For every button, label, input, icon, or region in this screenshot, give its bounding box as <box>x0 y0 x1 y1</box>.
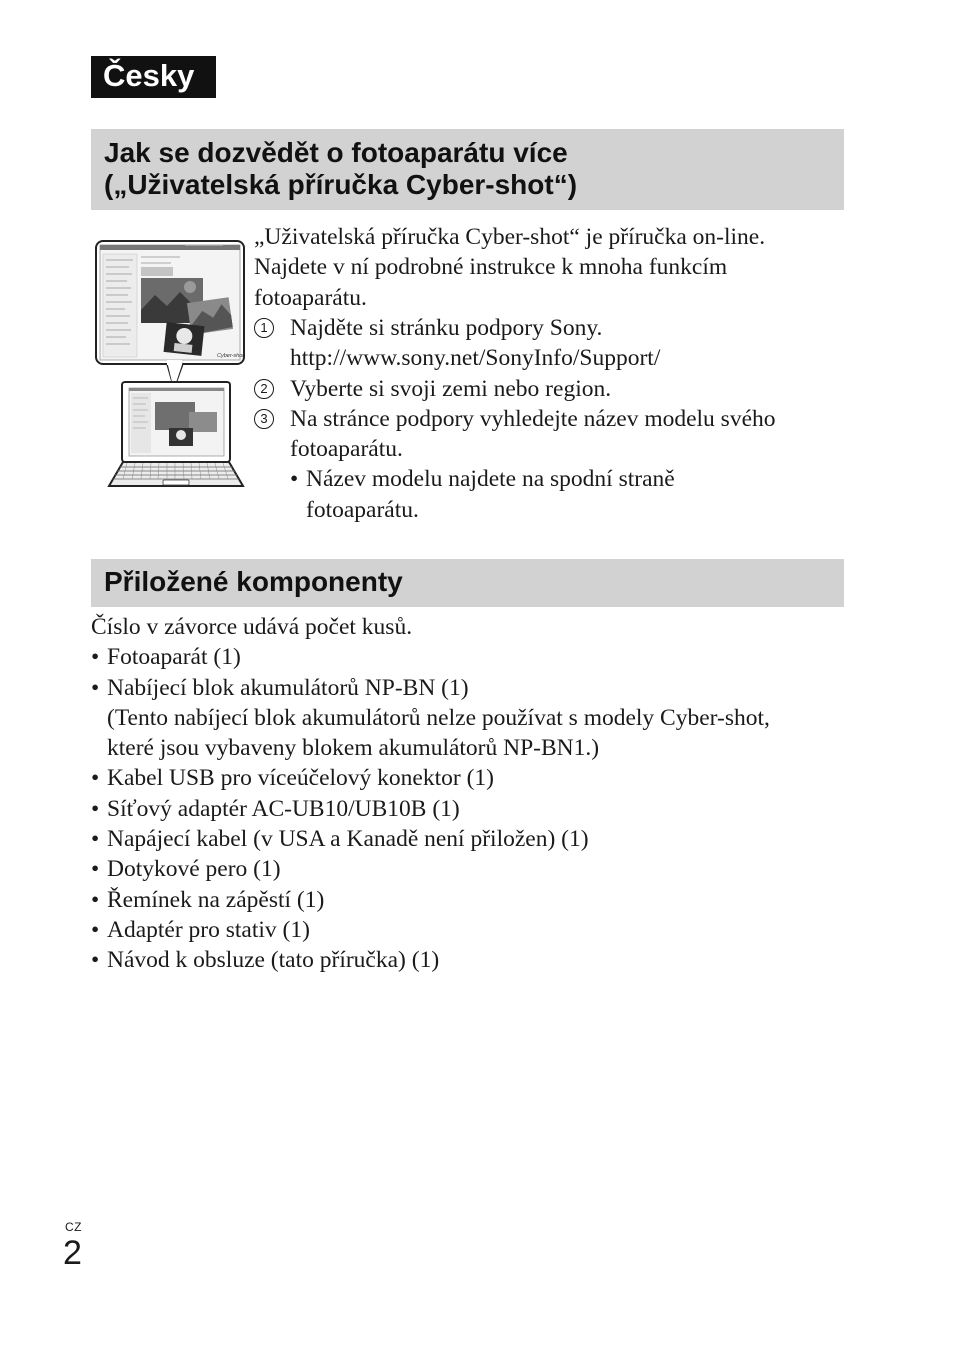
note-text: Název modelu najdete na spodní straně <box>306 466 675 493</box>
page-number: 2 <box>63 1234 82 1272</box>
item-text: Napájecí kabel (v USA a Kanadě není přiložen) (1) <box>107 826 589 853</box>
note-text: fotoaparátu. <box>306 496 419 523</box>
section-heading-user-guide <box>91 129 844 210</box>
brand-logo-text: Cyber-shot <box>217 353 244 359</box>
item-text: Adaptér pro stativ (1) <box>107 916 310 943</box>
item-text: Fotoaparát (1) <box>107 644 241 671</box>
section-heading-components <box>91 559 844 607</box>
step-number-badge: 1 <box>254 318 274 338</box>
list-item <box>91 885 770 915</box>
user-guide-intro <box>254 222 765 313</box>
bullet-marker: • <box>290 466 299 493</box>
intro-line: fotoaparátu. <box>254 284 367 311</box>
bullet-marker: • <box>91 916 100 943</box>
heading-line: („Uživatelská příručka Cyber-shot“) <box>104 169 578 200</box>
item-text: Nabíjecí blok akumulátorů NP-BN (1) <box>107 674 469 701</box>
bullet-marker: • <box>91 947 100 974</box>
item-text: Síťový adaptér AC-UB10/UB10B (1) <box>107 795 460 822</box>
item-text: Návod k obsluze (tato příručka) (1) <box>107 947 440 974</box>
item-text: Kabel USB pro víceúčelový konektor (1) <box>107 765 494 792</box>
intro-line: „Uživatelská příručka Cyber-shot“ je příručka on-line. <box>254 224 766 250</box>
list-item <box>91 915 770 945</box>
language-badge: Česky <box>91 56 216 98</box>
list-item <box>91 763 770 793</box>
step-3 <box>254 404 776 465</box>
step-text: Na stránce podpory vyhledejte název modelu svého <box>290 405 776 432</box>
item-text: (Tento nabíjecí blok akumulátorů nelze používat s modely Cyber-shot, <box>107 704 770 731</box>
bullet-marker: • <box>91 886 100 913</box>
list-item <box>91 854 770 884</box>
bullet-marker: • <box>91 644 100 671</box>
model-name-note <box>254 464 776 525</box>
list-item <box>91 642 770 672</box>
heading-line: Přiložené komponenty <box>104 566 403 597</box>
step-1 <box>254 313 776 374</box>
bullet-marker: • <box>91 826 100 853</box>
step-text: Najděte si stránku podpory Sony. <box>290 315 603 341</box>
item-text: Řemínek na zápěstí (1) <box>107 886 325 913</box>
list-item <box>91 945 770 975</box>
item-text: Dotykové pero (1) <box>107 856 281 883</box>
intro-line: Najdete v ní podrobné instrukce k mnoha funkcím <box>254 254 728 281</box>
list-item <box>91 794 770 824</box>
step-text: Vyberte si svoji zemi nebo region. <box>290 375 612 402</box>
laptop-touchpad <box>163 480 189 485</box>
list-item <box>91 673 770 764</box>
bullet-marker: • <box>91 674 100 701</box>
steps-list <box>254 313 776 525</box>
step-2 <box>254 374 776 404</box>
bullet-marker: • <box>91 765 100 792</box>
item-text: které jsou vybaveny blokem akumulátorů NP-BN1.) <box>107 735 600 762</box>
step-number-badge: 3 <box>254 409 274 429</box>
language-code-label: CZ <box>65 1220 82 1234</box>
step-number-badge: 2 <box>254 379 274 399</box>
list-item <box>91 824 770 854</box>
heading-line: Jak se dozvědět o fotoaparátu více <box>104 137 568 168</box>
bullet-marker: • <box>91 856 100 883</box>
bullet-marker: • <box>91 795 100 822</box>
support-url-link[interactable]: http://www.sony.net/SonyInfo/Support/ <box>290 345 661 372</box>
step-text: fotoaparátu. <box>290 436 403 463</box>
components-intro: Číslo v závorce udává počet kusů. <box>91 614 413 640</box>
components-list <box>91 612 770 976</box>
laptop-help-guide-illustration <box>95 240 247 492</box>
